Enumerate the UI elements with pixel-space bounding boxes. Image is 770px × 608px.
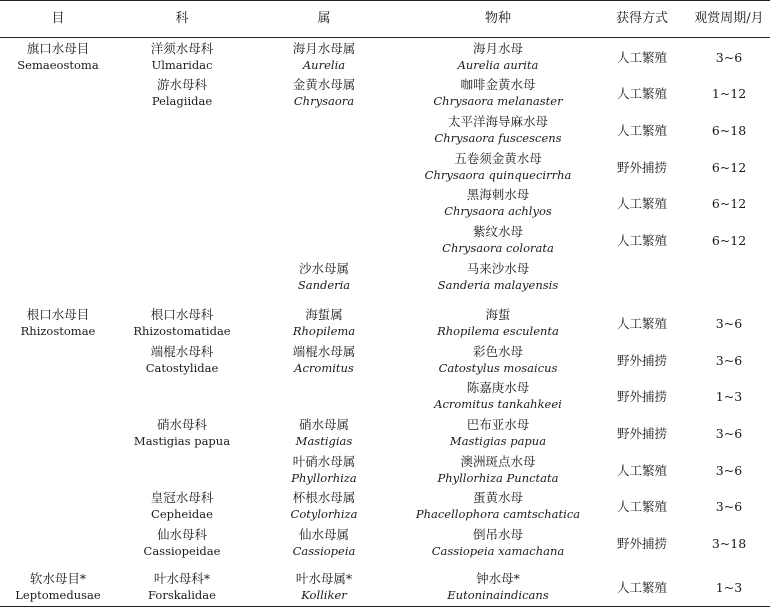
- method-cell: 野外捕捞: [616, 536, 667, 551]
- order-cell: [0, 186, 116, 222]
- table-row: [0, 76, 770, 112]
- header-order: 目: [51, 11, 65, 26]
- period-cell: 3~6: [715, 50, 743, 65]
- species-cell-latin: Mastigias papua: [449, 434, 547, 448]
- species-cell-cn: 倒吊水母: [472, 527, 523, 542]
- table-row: [0, 306, 770, 342]
- species-cell-latin: Phacellophora camtschatica: [415, 507, 581, 521]
- family-cell: [116, 306, 248, 342]
- family-cell-latin: Cassiopeidae: [143, 544, 221, 558]
- genus-cell-latin: Phyllorhiza: [291, 471, 357, 485]
- species-cell-latin: Chrysaora quinquecirrha: [424, 168, 572, 182]
- table-row: [0, 150, 770, 186]
- species-cell-latin: Aurelia aurita: [457, 58, 539, 72]
- table-row: [0, 40, 770, 76]
- table-row: [0, 223, 770, 259]
- genus-cell-cn: 沙水母属: [298, 261, 349, 276]
- genus-cell-latin: Cotylorhiza: [290, 507, 358, 521]
- species-cell: [400, 76, 596, 112]
- genus-cell: [248, 453, 400, 489]
- header-period: 观赏周期/月: [694, 11, 764, 26]
- method-cell: 人工繁殖: [616, 316, 667, 331]
- method-cell: 人工繁殖: [616, 123, 667, 138]
- genus-cell: [248, 379, 400, 415]
- method-cell: 人工繁殖: [616, 580, 667, 595]
- species-cell-latin: Acromitus tankahkeei: [434, 397, 562, 411]
- species-cell: [400, 489, 596, 525]
- table-row: [0, 186, 770, 222]
- period-cell: 3~6: [715, 499, 743, 514]
- genus-cell: [248, 150, 400, 186]
- order-cell-latin: Semaeostoma: [17, 58, 99, 72]
- species-cell-cn: 咖啡金黄水母: [460, 77, 536, 92]
- top-rule: [0, 0, 770, 1]
- order-cell: [0, 526, 116, 562]
- family-cell: [116, 570, 248, 606]
- species-cell-latin: Catostylus mosaicus: [438, 361, 558, 375]
- method-cell: 人工繁殖: [616, 499, 667, 514]
- genus-cell-cn: 海月水母属: [292, 41, 356, 56]
- family-cell: [116, 416, 248, 452]
- order-cell: [0, 489, 116, 525]
- header-family: 科: [175, 11, 189, 26]
- family-cell-latin: Forskalidae: [148, 588, 216, 602]
- species-cell-cn: 马来沙水母: [466, 261, 530, 276]
- order-cell: [0, 223, 116, 259]
- species-cell: [400, 416, 596, 452]
- family-cell-cn: 皇冠水母科: [150, 490, 214, 505]
- period-cell: 1~12: [711, 86, 747, 101]
- table-row: [0, 343, 770, 379]
- species-cell-latin: Phyllorhiza Punctata: [437, 471, 559, 485]
- genus-cell-cn: 硝水母属: [298, 417, 349, 432]
- species-cell: [400, 526, 596, 562]
- method-cell: 人工繁殖: [616, 233, 667, 248]
- species-cell-latin: Sanderia malayensis: [437, 278, 559, 292]
- genus-cell-latin: Chrysaora: [293, 94, 355, 108]
- period-cell: 3~6: [715, 426, 743, 441]
- header-genus: 属: [317, 11, 331, 26]
- family-cell-cn: 硝水母科: [156, 417, 207, 432]
- family-cell-cn: 端棍水母科: [150, 344, 214, 359]
- species-cell-cn: 蛋黄水母: [472, 490, 523, 505]
- genus-cell-latin: Mastigias: [295, 434, 353, 448]
- species-cell-cn: 钟水母*: [476, 571, 520, 586]
- species-cell-cn: 紫纹水母: [472, 224, 523, 239]
- genus-cell: [248, 570, 400, 606]
- genus-cell-cn: 叶水母属*: [295, 571, 353, 586]
- table-row: [0, 113, 770, 149]
- family-cell-cn: 游水母科: [156, 77, 207, 92]
- species-cell-latin: Rhopilema esculenta: [437, 324, 559, 338]
- species-cell-latin: Chrysaora achlyos: [444, 204, 552, 218]
- genus-cell-latin: Aurelia: [302, 58, 346, 72]
- genus-cell: [248, 260, 400, 296]
- order-cell: [0, 150, 116, 186]
- family-cell-latin: Rhizostomatidae: [133, 324, 231, 338]
- genus-cell: [248, 526, 400, 562]
- genus-cell: [248, 76, 400, 112]
- genus-cell-latin: Cassiopeia: [292, 544, 356, 558]
- species-cell: [400, 150, 596, 186]
- table-row: [0, 260, 770, 296]
- order-cell-cn: 旗口水母目: [26, 41, 90, 56]
- family-cell-cn: 根口水母科: [150, 307, 214, 322]
- table-row: [0, 570, 770, 606]
- species-cell: [400, 343, 596, 379]
- period-cell: 6~12: [711, 160, 747, 175]
- header-species: 物种: [484, 11, 511, 26]
- genus-cell-cn: 端棍水母属: [292, 344, 356, 359]
- method-cell: 人工繁殖: [616, 463, 667, 478]
- genus-cell-cn: 叶硝水母属: [292, 454, 356, 469]
- genus-cell: [248, 40, 400, 76]
- species-cell: [400, 223, 596, 259]
- order-cell: [0, 260, 116, 296]
- genus-cell-latin: Kolliker: [301, 588, 347, 602]
- period-cell: 3~6: [715, 353, 743, 368]
- method-cell: 野外捕捞: [616, 160, 667, 175]
- species-cell: [400, 306, 596, 342]
- genus-cell-cn: 杯根水母属: [292, 490, 356, 505]
- family-cell: [116, 453, 248, 489]
- family-cell: [116, 223, 248, 259]
- species-cell-cn: 彩色水母: [472, 344, 523, 359]
- order-cell-latin: Leptomedusae: [15, 588, 101, 602]
- genus-cell: [248, 416, 400, 452]
- species-cell: [400, 113, 596, 149]
- species-cell-cn: 澳洲斑点水母: [460, 454, 536, 469]
- family-cell: [116, 113, 248, 149]
- family-cell: [116, 343, 248, 379]
- species-cell-cn: 五卷须金黄水母: [454, 151, 542, 166]
- species-cell-latin: Chrysaora melanaster: [433, 94, 563, 108]
- method-cell: 人工繁殖: [616, 50, 667, 65]
- family-cell-latin: Mastigias papua: [133, 434, 231, 448]
- species-cell: [400, 186, 596, 222]
- table-row: [0, 379, 770, 415]
- species-cell: [400, 379, 596, 415]
- period-cell: 3~6: [715, 316, 743, 331]
- species-cell: [400, 260, 596, 296]
- family-cell: [116, 526, 248, 562]
- order-cell: [0, 40, 116, 76]
- order-cell: [0, 379, 116, 415]
- genus-cell: [248, 223, 400, 259]
- order-cell: [0, 76, 116, 112]
- family-cell-latin: Catostylidae: [145, 361, 219, 375]
- order-cell: [0, 416, 116, 452]
- method-cell: 野外捕捞: [616, 426, 667, 441]
- species-cell-cn: 太平洋海导麻水母: [447, 114, 548, 129]
- bottom-rule: [0, 606, 770, 607]
- genus-cell: [248, 343, 400, 379]
- order-cell: [0, 453, 116, 489]
- genus-cell: [248, 186, 400, 222]
- species-cell-latin: Chrysaora fuscescens: [434, 131, 562, 145]
- genus-cell-latin: Acromitus: [294, 361, 354, 375]
- period-cell: 6~12: [711, 233, 747, 248]
- family-cell-cn: 仙水母科: [156, 527, 207, 542]
- genus-cell-latin: Sanderia: [297, 278, 351, 292]
- family-cell-latin: Pelagiidae: [151, 94, 213, 108]
- species-cell-latin: Chrysaora colorata: [442, 241, 554, 255]
- order-cell-cn: 软水母目*: [29, 571, 87, 586]
- family-cell: [116, 489, 248, 525]
- family-cell: [116, 186, 248, 222]
- family-cell-cn: 洋须水母科: [150, 41, 214, 56]
- family-cell-latin: Ulmaridac: [151, 58, 213, 72]
- genus-cell: [248, 489, 400, 525]
- period-cell: 6~12: [711, 196, 747, 211]
- species-cell: [400, 453, 596, 489]
- header-method: 获得方式: [615, 11, 668, 26]
- order-cell-latin: Rhizostomae: [20, 324, 96, 338]
- table-row: [0, 453, 770, 489]
- method-cell: 人工繁殖: [616, 196, 667, 211]
- family-cell: [116, 379, 248, 415]
- species-cell-cn: 海月水母: [472, 41, 523, 56]
- genus-cell-cn: 海蜇属: [305, 307, 343, 322]
- species-cell-cn: 陈嘉庚水母: [466, 380, 530, 395]
- family-cell: [116, 150, 248, 186]
- period-cell: 6~18: [711, 123, 747, 138]
- species-cell-cn: 巴布亚水母: [466, 417, 530, 432]
- order-cell-cn: 根口水母目: [26, 307, 90, 322]
- genus-cell: [248, 306, 400, 342]
- table-row: [0, 416, 770, 452]
- species-cell-cn: 黑海刺水母: [466, 187, 530, 202]
- genus-cell: [248, 113, 400, 149]
- method-cell: 野外捕捞: [616, 353, 667, 368]
- family-cell: [116, 40, 248, 76]
- family-cell-cn: 叶水母科*: [153, 571, 211, 586]
- species-cell-latin: Cassiopeia xamachana: [431, 544, 565, 558]
- family-cell: [116, 76, 248, 112]
- genus-cell-cn: 仙水母属: [298, 527, 349, 542]
- genus-cell-cn: 金黄水母属: [292, 77, 356, 92]
- header-rule: [0, 37, 770, 38]
- method-cell: [596, 260, 688, 296]
- table-row: [0, 489, 770, 525]
- species-cell-latin: Eutoninaindicans: [447, 588, 549, 602]
- species-cell-cn: 海蜇: [485, 307, 511, 322]
- period-cell: 3~6: [715, 463, 743, 478]
- family-cell-latin: Cepheidae: [151, 507, 213, 521]
- species-cell: [400, 40, 596, 76]
- period-cell: [688, 260, 770, 296]
- species-cell: [400, 570, 596, 606]
- method-cell: 人工繁殖: [616, 86, 667, 101]
- period-cell: 1~3: [715, 389, 743, 404]
- order-cell: [0, 306, 116, 342]
- order-cell: [0, 113, 116, 149]
- period-cell: 3~18: [711, 536, 747, 551]
- table-row: [0, 526, 770, 562]
- method-cell: 野外捕捞: [616, 389, 667, 404]
- family-cell: [116, 260, 248, 296]
- order-cell: [0, 343, 116, 379]
- genus-cell-latin: Rhopilema: [292, 324, 356, 338]
- order-cell: [0, 570, 116, 606]
- period-cell: 1~3: [715, 580, 743, 595]
